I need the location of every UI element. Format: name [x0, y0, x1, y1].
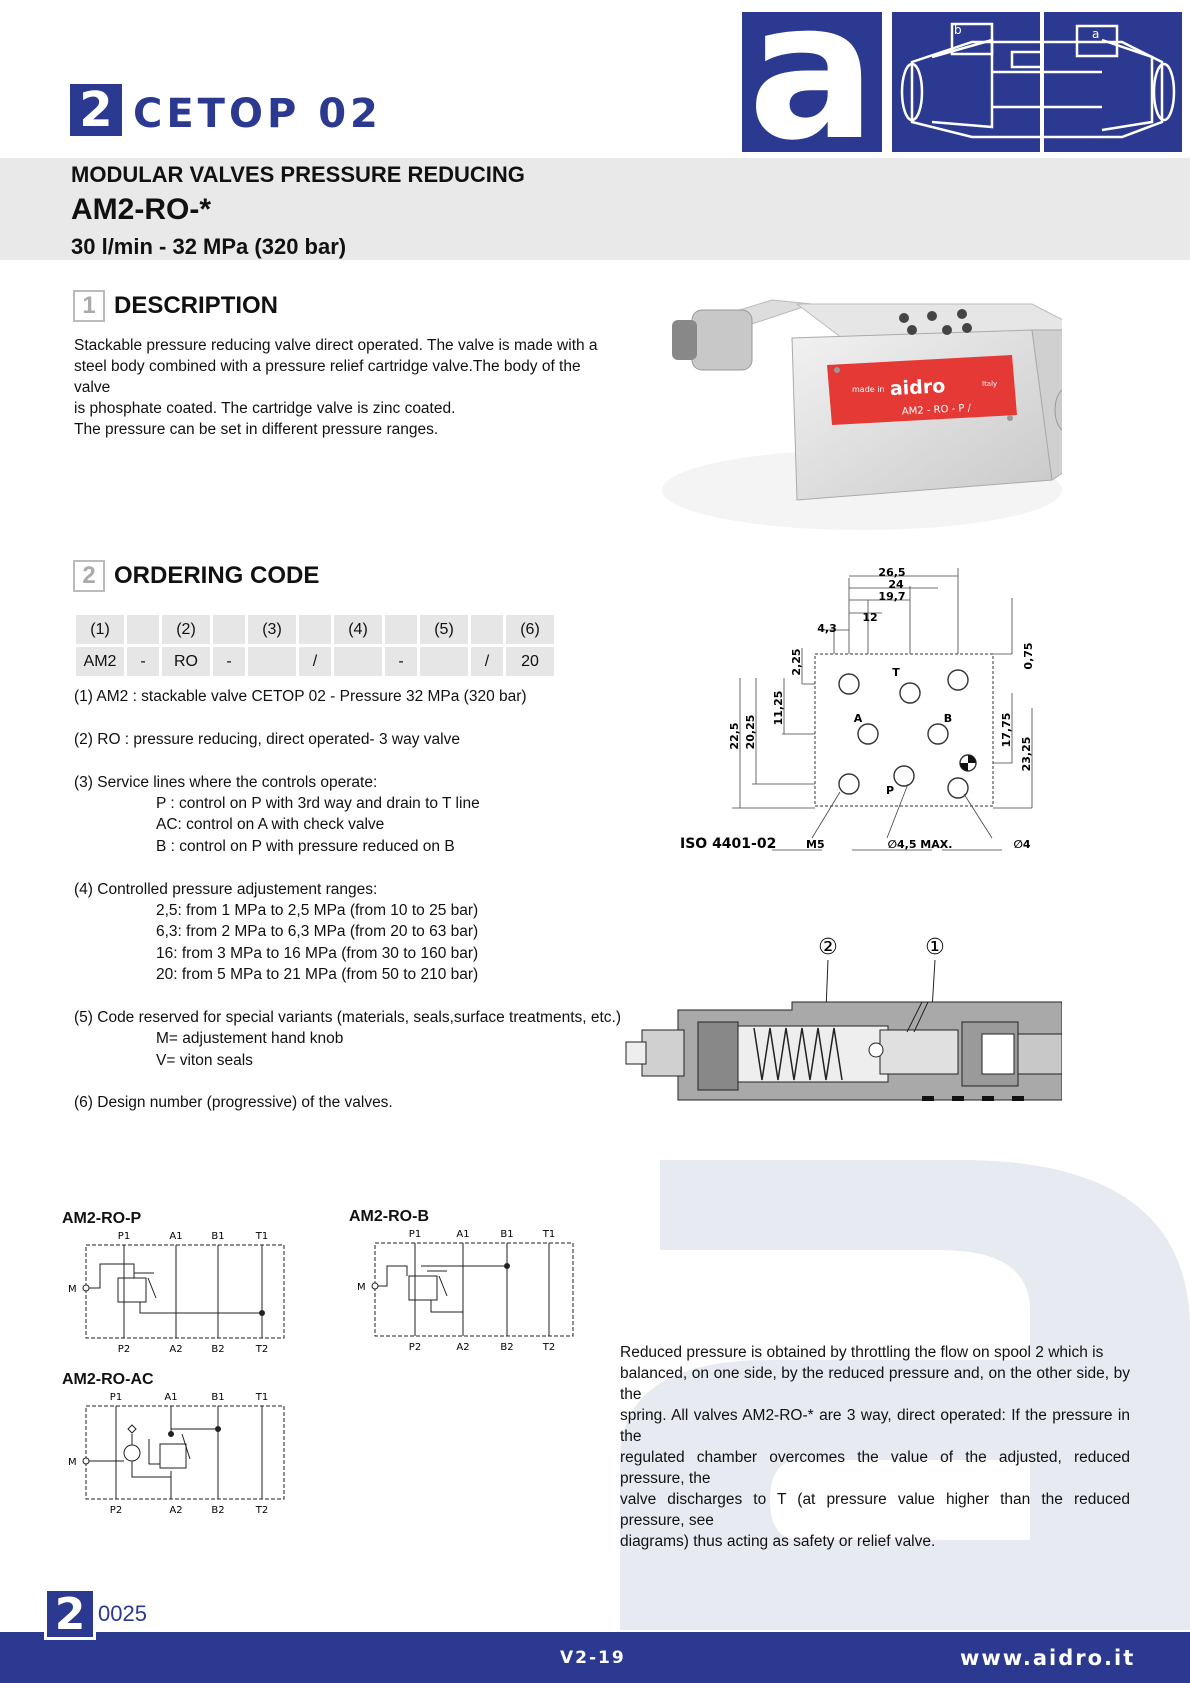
port-label: B2: [211, 1505, 225, 1515]
port-label: B1: [500, 1229, 514, 1240]
section-1-number: 1: [73, 290, 105, 322]
schematic-am2-ro-ac: [64, 1389, 294, 1520]
ordering-note: (1) AM2 : stackable valve CETOP 02 - Pressure 32 MPa (320 bar): [74, 688, 527, 705]
code-value-cell: [334, 647, 382, 676]
ordering-note: 20: from 5 MPa to 21 MPa (from 50 to 210 bar): [156, 966, 479, 984]
port-label: P1: [117, 1231, 131, 1242]
section-2-heading: ORDERING CODE: [114, 562, 320, 589]
iso-dim-right: 0,75: [1022, 642, 1035, 670]
iso-dim-right: 17,75: [1000, 712, 1013, 748]
iso-port-label: T: [892, 666, 900, 679]
port-label: A2: [456, 1342, 470, 1352]
iso-dim-top: 12: [862, 611, 878, 624]
ordering-code-value-row: [76, 647, 554, 676]
code-value-cell: 20: [506, 647, 554, 676]
iso-callout: ∅4: [1013, 838, 1031, 851]
section-2-number: 2: [73, 560, 105, 592]
label-code: AM2 - RO - P /: [901, 402, 972, 418]
ordering-note: M= adjustement hand knob: [156, 1030, 344, 1048]
code-value-cell: -: [385, 647, 417, 676]
series-title: CETOP 02: [133, 91, 382, 137]
port-label: B2: [500, 1342, 514, 1352]
port-label: T2: [255, 1505, 269, 1515]
code-header-cell: [127, 615, 159, 644]
port-label: T1: [255, 1392, 269, 1403]
product-model: AM2-RO-*: [71, 193, 211, 226]
iso-mounting-drawing: [672, 558, 1062, 858]
schematic-title: AM2-RO-P: [62, 1210, 142, 1227]
port-label: A1: [164, 1392, 178, 1403]
ordering-note: (6) Design number (progressive) of the valves.: [74, 1094, 393, 1112]
code-header-cell: (1): [76, 615, 124, 644]
ordering-code-table: [73, 612, 557, 679]
port-label: A2: [169, 1344, 183, 1354]
section-callout: ②: [818, 935, 838, 960]
operation-description: [620, 1342, 1130, 1552]
code-header-cell: (6): [506, 615, 554, 644]
ordering-note-spacer: [74, 1071, 634, 1092]
code-value-cell: /: [299, 647, 331, 676]
code-value-cell: -: [213, 647, 245, 676]
svg-text:b: b: [954, 23, 962, 37]
description-line: The pressure can be set in different pressure ranges.: [74, 421, 439, 438]
code-header-cell: (2): [162, 615, 210, 644]
schematic-title: AM2-RO-B: [349, 1208, 429, 1225]
valve-illustration-box: [892, 12, 1182, 152]
label-italy: Italy: [982, 380, 998, 388]
operation-line: Reduced pressure is obtained by throttling the flow on spool 2 which is: [620, 1344, 1104, 1361]
document-version: V2-19: [560, 1648, 626, 1668]
description-line: Stackable pressure reducing valve direct operated. The valve is made with a: [74, 337, 598, 354]
port-label: A1: [169, 1231, 183, 1242]
iso-dim-top: 26,5: [878, 566, 906, 579]
ordering-note-spacer: [74, 985, 634, 1006]
section-1-heading: DESCRIPTION: [114, 292, 279, 319]
ordering-note-spacer: [74, 750, 634, 771]
code-header-cell: [385, 615, 417, 644]
iso-dim-top: 19,7: [878, 590, 906, 603]
code-header-cell: (4): [334, 615, 382, 644]
ordering-code-notes: [74, 686, 634, 1114]
code-value-cell: RO: [162, 647, 210, 676]
ordering-note: AC: control on A with check valve: [156, 816, 385, 834]
port-label: B2: [211, 1344, 225, 1354]
product-rating: 30 l/min - 32 MPa (320 bar): [71, 234, 347, 259]
code-header-cell: [213, 615, 245, 644]
port-label: P2: [109, 1505, 123, 1515]
schematic-am2-ro-b: [351, 1226, 581, 1357]
iso-port-label: B: [943, 712, 953, 725]
valve-section-view: [622, 930, 1062, 1105]
port-label: P2: [117, 1344, 131, 1354]
series-number-badge: 2: [70, 84, 122, 136]
operation-line: diagrams) thus acting as safety or relief valve.: [620, 1533, 936, 1550]
code-value-cell: AM2: [76, 647, 124, 676]
ordering-note: 2,5: from 1 MPa to 2,5 MPa (from 10 to 25 bar): [156, 901, 479, 919]
ordering-note: (3) Service lines where the controls operate:: [74, 773, 378, 791]
iso-port-label: P: [885, 784, 895, 797]
description-line: steel body combined with a pressure relief cartridge valve.The body of the valve: [74, 358, 581, 396]
port-label: P1: [408, 1229, 422, 1240]
solenoid-valve-icon: [892, 12, 1182, 152]
port-label: T2: [542, 1342, 556, 1352]
ordering-note: 16: from 3 MPa to 16 MPa (from 30 to 160 bar): [156, 944, 479, 962]
brand-logo-letter: a: [747, 12, 877, 152]
schematic-am2-ro-p: [64, 1228, 294, 1359]
section-callout: ①: [925, 935, 945, 960]
page-series-badge: 2: [44, 1588, 96, 1640]
side-port-label: M: [357, 1282, 366, 1293]
schematic-title: AM2-RO-AC: [62, 1371, 154, 1388]
operation-line: regulated chamber overcomes the value of the adjusted, reduced pressure, the: [620, 1449, 1130, 1487]
side-port-label: M: [68, 1284, 77, 1295]
code-header-cell: [299, 615, 331, 644]
ordering-note: (4) Controlled pressure adjustement ranges:: [74, 880, 378, 898]
iso-port-label: A: [853, 712, 863, 725]
port-label: T1: [255, 1231, 269, 1242]
ordering-note: 6,3: from 2 MPa to 6,3 MPa (from 20 to 63 bar): [156, 923, 479, 941]
iso-dim-left: 22,5: [728, 722, 741, 750]
port-label: P1: [109, 1392, 123, 1403]
iso-callout: M5: [806, 838, 825, 851]
operation-line: valve discharges to T (at pressure value higher than the reduced pressure, see: [620, 1491, 1130, 1529]
description-text: [74, 335, 604, 440]
ordering-code-header-row: [76, 615, 554, 644]
ordering-note: V= viton seals: [156, 1051, 253, 1069]
code-value-cell: [248, 647, 296, 676]
iso-dim-left: 2,25: [790, 648, 803, 676]
iso-dim-top: 4,3: [817, 622, 837, 635]
ordering-note-spacer: [74, 857, 634, 878]
website-link[interactable]: www.aidro.it: [960, 1646, 1136, 1670]
ordering-note: B : control on P with pressure reduced on B: [156, 837, 455, 855]
operation-line: spring. All valves AM2-RO-* are 3 way, direct operated: If the pressure in the: [620, 1407, 1130, 1445]
svg-text:a: a: [1092, 27, 1100, 41]
port-label: A1: [456, 1229, 470, 1240]
side-port-label: M: [68, 1457, 77, 1468]
iso-callout: ∅4,5 MAX.: [887, 838, 953, 851]
port-label: T2: [255, 1344, 269, 1354]
label-brand: aidro: [889, 375, 946, 401]
iso-dim-left: 20,25: [744, 714, 757, 750]
code-value-cell: -: [127, 647, 159, 676]
iso-dim-left: 11,25: [772, 690, 785, 726]
page-number: 0025: [98, 1601, 147, 1626]
brand-logo-box: [742, 12, 882, 152]
ordering-note: (2) RO : pressure reducing, direct operated- 3 way valve: [74, 730, 460, 748]
port-label: A2: [169, 1505, 183, 1515]
product-photo: [612, 290, 1062, 535]
label-made-in: made in: [852, 385, 885, 394]
code-header-cell: (3): [248, 615, 296, 644]
code-header-cell: (5): [420, 615, 468, 644]
port-label: T1: [542, 1229, 556, 1240]
ordering-note-spacer: [74, 707, 634, 728]
port-label: B1: [211, 1231, 225, 1242]
iso-dim-right: 23,25: [1020, 736, 1033, 772]
ordering-note: P : control on P with 3rd way and drain to T line: [156, 794, 480, 812]
port-label: B1: [211, 1392, 225, 1403]
description-line: is phosphate coated. The cartridge valve is zinc coated.: [74, 400, 456, 417]
code-value-cell: [420, 647, 468, 676]
iso-standard-label: ISO 4401-02: [680, 836, 777, 852]
ordering-note: (5) Code reserved for special variants (materials, seals,surface treatments, etc.): [74, 1008, 622, 1026]
code-header-cell: [471, 615, 503, 644]
port-label: P2: [408, 1342, 422, 1352]
product-category: MODULAR VALVES PRESSURE REDUCING: [71, 162, 525, 187]
code-value-cell: /: [471, 647, 503, 676]
operation-line: balanced, on one side, by the reduced pressure and, on the other side, by the: [620, 1365, 1130, 1403]
iso-dim-top: 24: [888, 578, 904, 591]
